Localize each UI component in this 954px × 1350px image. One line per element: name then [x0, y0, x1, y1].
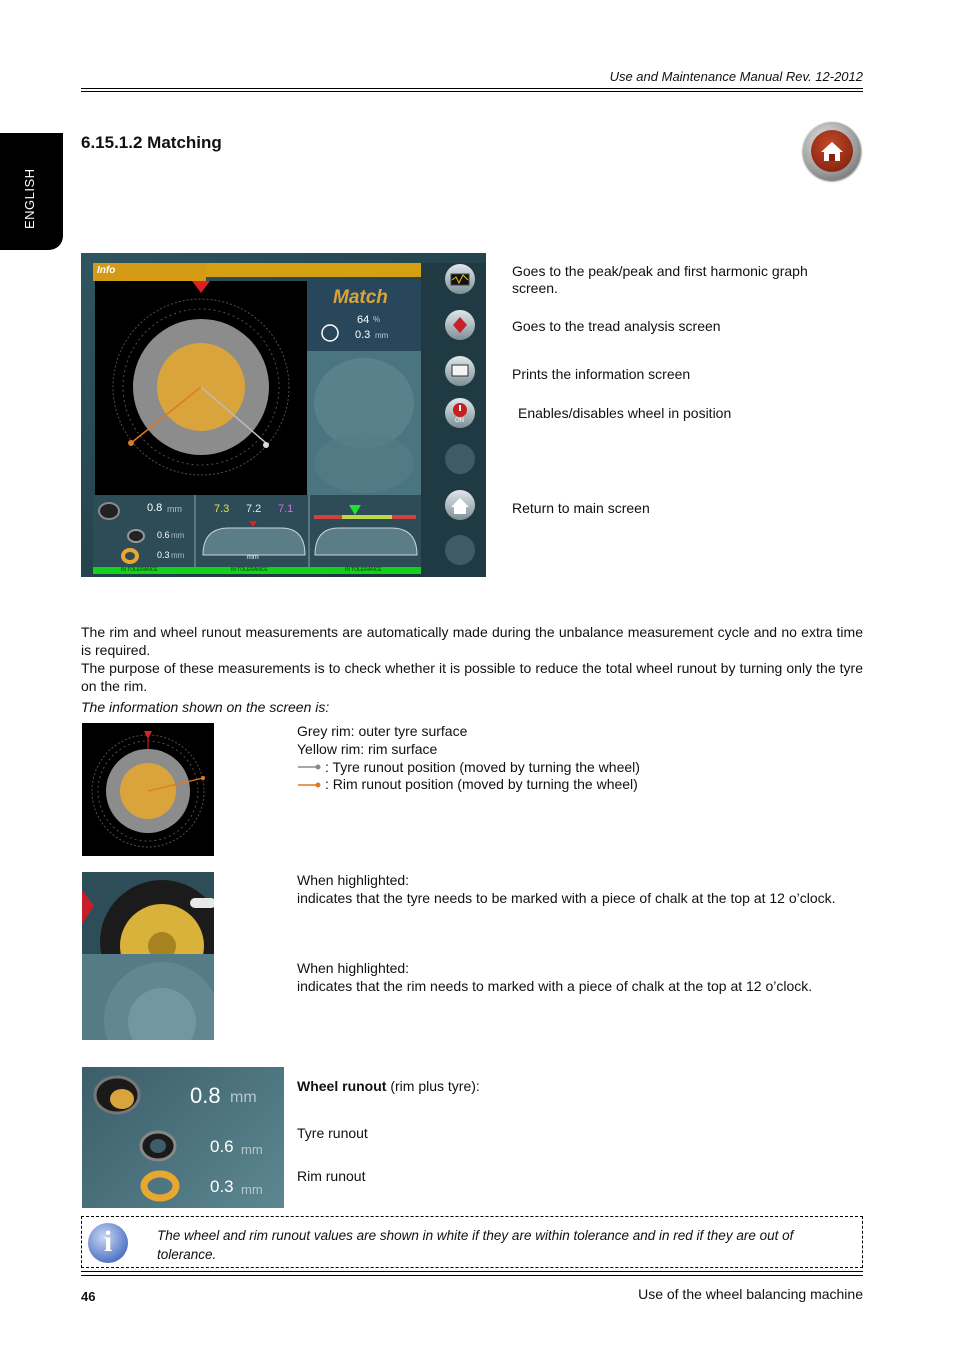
on-label: ON — [455, 418, 464, 424]
tolerance-label-2: IN TOLERANCE — [231, 567, 268, 573]
desc-graph-button: Goes to the peak/peak and first harmonic graph screen. — [512, 263, 808, 296]
home-icon — [803, 122, 861, 180]
tolerance-label-1: IN TOLERANCE — [121, 567, 158, 573]
match-title: Match — [333, 287, 388, 308]
legend-rim-position: : Rim runout position (moved by turning the wheel) — [325, 776, 638, 792]
highlight-label-1: When highlighted: — [297, 872, 410, 888]
matching-screen — [81, 253, 486, 577]
match-percent-value: 64 — [357, 314, 370, 326]
legend-tyre-position: : Tyre runout position (moved by turning the wheel) — [325, 759, 640, 775]
footer-rule-2 — [81, 1275, 863, 1276]
desc-home-button: Return to main screen — [512, 500, 650, 516]
screen-unit-3: mm — [171, 551, 185, 560]
info-intro: The information shown on the screen is: — [81, 699, 330, 715]
language-label: ENGLISH — [22, 168, 37, 229]
tread-value-3: 7.1 — [278, 503, 294, 515]
tyre-position-line-icon — [297, 760, 323, 777]
desc-tread-button: Goes to the tread analysis screen — [512, 318, 721, 334]
tread-value-1: 7.3 — [214, 503, 230, 515]
highlight-text-1: indicates that the tyre needs to be marked with a piece of chalk at the top at 12 o’clock. — [297, 890, 836, 906]
highlight-label-2: When highlighted: — [297, 960, 410, 976]
runout-tyre-unit: mm — [241, 1142, 263, 1157]
rim-runout-label: Rim runout — [297, 1168, 366, 1184]
paragraph-2: The purpose of these measurements is to check whether it is possible to reduce the total wheel runout by turning only the tyre on the rim. — [81, 660, 863, 694]
legend-grey: Grey rim: outer tyre surface — [297, 723, 468, 739]
highlight-text-2: indicates that the rim needs to marked with a piece of chalk at the top at 12 o’clock. — [297, 978, 813, 994]
match-mm-value: 0.3 — [355, 329, 371, 341]
screen-rim-runout: 0.3 — [157, 550, 170, 560]
screen-unit-2: mm — [171, 531, 185, 540]
header-rule — [81, 88, 863, 89]
wheel-runout-bold: Wheel runout — [297, 1078, 387, 1094]
legend-yellow: Yellow rim: rim surface — [297, 741, 438, 757]
runout-wheel-value: 0.8 — [190, 1083, 221, 1108]
paragraph-1: The rim and wheel runout measurements are automatically made during the unbalance measurement cycle and no extra time is required. — [81, 624, 863, 658]
match-percent-unit: % — [373, 315, 381, 324]
screen-unit-1: mm — [167, 504, 182, 514]
tread-value-2: 7.2 — [246, 503, 262, 515]
page-number: 46 — [81, 1289, 96, 1304]
manual-header: Use and Maintenance Manual Rev. 12-2012 — [609, 69, 863, 84]
tyre-runout-label: Tyre runout — [297, 1125, 368, 1141]
section-title: 6.15.1.2 Matching — [81, 133, 222, 152]
tread-unit: mm — [247, 554, 259, 561]
desc-position-button: Enables/disables wheel in position — [518, 405, 732, 421]
note-box — [81, 1216, 863, 1268]
screen-tyre-runout: 0.6 — [157, 530, 170, 540]
match-mm-unit: mm — [375, 331, 389, 340]
runout-rim-unit: mm — [241, 1182, 263, 1197]
wheel-runout-rest: (rim plus tyre): — [386, 1078, 480, 1094]
runout-wheel-unit: mm — [230, 1089, 257, 1106]
wheel-diagram — [82, 723, 214, 856]
info-tab-label: Info — [97, 265, 116, 276]
wheel-runout-line — [297, 1078, 480, 1095]
header-rule-2 — [81, 91, 863, 92]
desc-print-button: Prints the information screen — [512, 366, 691, 382]
rim-position-line-icon — [297, 778, 323, 795]
runout-panel-image — [82, 1067, 284, 1208]
note-text: The wheel and rim runout values are shown in white if they are within tolerance and in red if they are out of tolerance. — [157, 1228, 794, 1262]
runout-rim-value: 0.3 — [210, 1177, 234, 1196]
runout-tyre-value: 0.6 — [210, 1137, 234, 1156]
chalk-wheel-image — [82, 872, 214, 1040]
footer-rule — [81, 1271, 863, 1272]
info-icon: i — [88, 1223, 128, 1263]
tolerance-label-3: IN TOLERANCE — [345, 567, 382, 573]
language-tab — [0, 133, 63, 250]
screen-wheel-runout: 0.8 — [147, 502, 163, 514]
footer-section: Use of the wheel balancing machine — [638, 1286, 863, 1302]
